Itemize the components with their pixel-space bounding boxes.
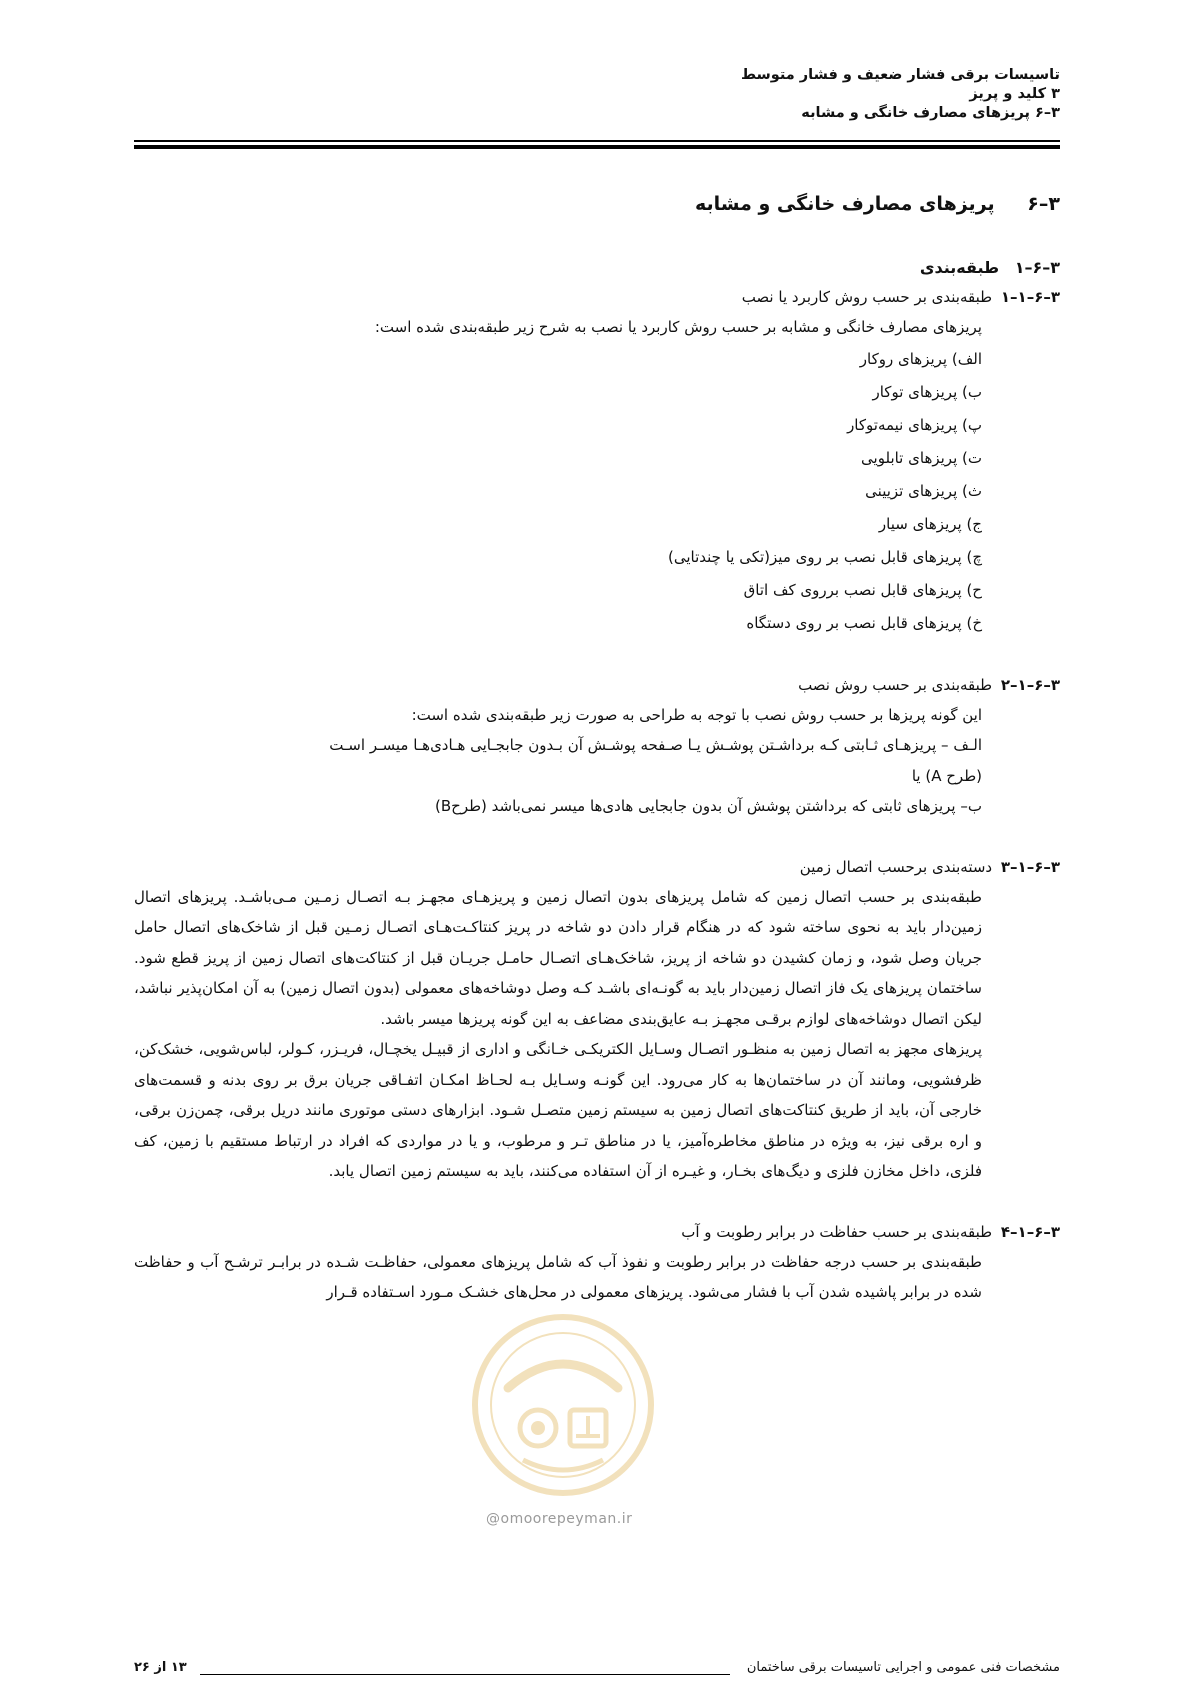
watermark-seal (468, 1310, 658, 1500)
clause-title: طبقه‌بندی بر حسب روش نصب (798, 675, 993, 694)
clause-title: طبقه‌بندی بر حسب روش کاربرد یا نصب (741, 288, 993, 306)
list-item: ب) پریزهای توکار (872, 382, 982, 401)
section-heading (134, 190, 1060, 218)
clause-number: ۳–۶–۱–۲ (1000, 675, 1060, 694)
subsection-number: ۳–۶–۱ (1014, 258, 1060, 277)
classification-list (134, 343, 1060, 640)
page-footer (134, 1660, 1060, 1682)
list-item: ت) پریزهای تابلویی (861, 448, 982, 467)
option-a-line-1: الـف – پریزهـای ثـابتی کـه برداشـتن پوشـش یـا صـفحه پوشـش آن بـدون جابجـایی هـادی‌هـا میسـر اسـت (329, 736, 982, 754)
header-line-1: تاسیسات برقی فشار ضعیف و فشار متوسط (740, 67, 1060, 83)
grounding-paragraph-2: پریزهای مجهز به اتصال زمین به منظـور اتصـال وسـایل الکتریکـی خـانگی و اداری از قبیـل یخچـال، فریـزر، کـولر، لباس‌شویی، خشک‌کن، ظرفشویی، ومانند آن در ساختمان‌ها به کار می‌رود. این گونـه وسـایل بـه لحـاظ امکـان اتفـاقی جریان برق بر روی بدنه و قسمت‌های خارجی آن، باید از طریق کنتاکت‌های اتصال زمین به سیستم زمین متصـل شـود. ابزارهای دستی موتوری مانند دریل برقی، چمن‌زن برقی، و اره برقی نیز، به ویژه در مناطق مخاطره‌آمیز، یا در مناطق تـر و مرطوب، و یا در مواردی که افراد در ارتباط مستقیم با زمین، کف فلزی، داخل مخازن فلزی و دیگ‌های بخـار، و غیـره از آن استفاده می‌کنند، باید به سیستم زمین اتصال یابد. (134, 1040, 982, 1180)
header-rule-thin (134, 140, 1060, 142)
clause-number: ۳–۶–۱–۱ (1000, 288, 1060, 306)
list-item: الف) پریزهای روکار (859, 349, 982, 368)
clause-heading-4 (134, 1217, 1060, 1247)
option-a-line-2: (طرح A) یا (911, 766, 982, 785)
list-item: ث) پریزهای تزیینی (865, 481, 982, 500)
option-a (134, 730, 982, 791)
header-rule-thick (134, 145, 1060, 149)
clause-heading-3 (134, 852, 1060, 882)
list-item: ح) پریزهای قابل نصب برروی کف اتاق (743, 580, 982, 599)
clause-title: طبقه‌بندی بر حسب حفاظت در برابر رطوبت و آب (681, 1222, 993, 1241)
option-b: ب– پریزهای ثابتی که برداشتن پوشش آن بدون جابجایی هادی‌ها میسر نمی‌باشد (طرحB) (434, 797, 982, 815)
page-number: ۱۳ از ۲۶ (134, 1660, 187, 1675)
clause-intro: پریزهای مصارف خانگی و مشابه بر حسب روش کاربرد یا نصب به شرح زیر طبقه‌بندی شده است: (374, 318, 982, 336)
header-line-2: ۳ کلید و پریز (969, 86, 1060, 102)
section-title: پریزهای مصارف خانگی و مشابه (695, 193, 995, 215)
footer-rule (200, 1674, 730, 1675)
list-item: ج) پریزهای سیار (878, 514, 982, 533)
footer-title: مشخصات فنی عمومی و اجرایی تاسیسات برقی ساختمان (746, 1660, 1060, 1675)
clause-number: ۳–۶–۱–۴ (1000, 1222, 1060, 1241)
clause-intro: این گونه پریزها بر حسب روش نصب با توجه به طراحی به صورت زیر طبقه‌بندی شده است: (411, 705, 982, 724)
grounding-paragraph-1: طبقه‌بندی بر حسب اتصال زمین که شامل پریزهای بدون اتصال زمین و پریزهـای مجهـز بـه اتصـال زمـین مـی‌باشـد. پریزهای اتصال زمین‌دار باید به نحوی ساخته شود که در هنگام قرار دادن دو شاخه در پریز کنتاکـت‌هـای اتصـال زمـین قبل از شاخک‌های اتصال حامل جریان وصل شود، و زمان کشیدن دو شاخه از پریز، شاخک‌هـای اتصـال حامـل جریـان قبل از کنتاکت‌های اتصال زمین از پریز قطع شود. ساختمان پریزهای یک فاز اتصال زمین‌دار باید به گونـه‌ای باشـد کـه وصل دوشاخه‌های معمولی (بدون اتصال زمین) به آن امکان‌پذیر نباشد، لیکن اتصال دوشاخه‌های لوازم برقـی مجهـز بـه عایق‌بندی مضاعف به این گونه پریزها میسر باشد. (134, 887, 982, 1028)
list-item: خ) پریزهای قابل نصب بر روی دستگاه (746, 613, 982, 632)
subsection-title: طبقه‌بندی (919, 258, 1000, 277)
running-header (130, 66, 1060, 123)
clause-title: دسته‌بندی برحسب اتصال زمین (799, 857, 993, 876)
clause-heading-1 (134, 282, 1060, 312)
subsection-heading (134, 254, 1060, 282)
list-item: پ) پریزهای نیمه‌توکار (847, 415, 982, 434)
page-content (134, 180, 1060, 1308)
clause-number: ۳–۶–۱–۳ (1000, 857, 1060, 876)
section-number: ۳–۶ (1027, 193, 1060, 215)
clause-heading-2 (134, 670, 1060, 700)
watermark-url: @omoorepeyman.ir (486, 1511, 633, 1527)
header-line-3: ۳–۶ پریزهای مصارف خانگی و مشابه (801, 105, 1060, 121)
list-item: چ) پریزهای قابل نصب بر روی میز(تکی یا چندتایی) (667, 547, 982, 566)
moisture-paragraph: طبقه‌بندی بر حسب درجه حفاظت در برابر رطوبت و نفوذ آب که شامل پریزهای معمولی، حفاظـت شـده در برابـر ترشـح آب و حفاظت شده در برابر پاشیده شدن آب با فشار می‌شود. پریزهای معمولی در محل‌های خشـک مـورد اسـتفاده قـرار (134, 1252, 982, 1301)
